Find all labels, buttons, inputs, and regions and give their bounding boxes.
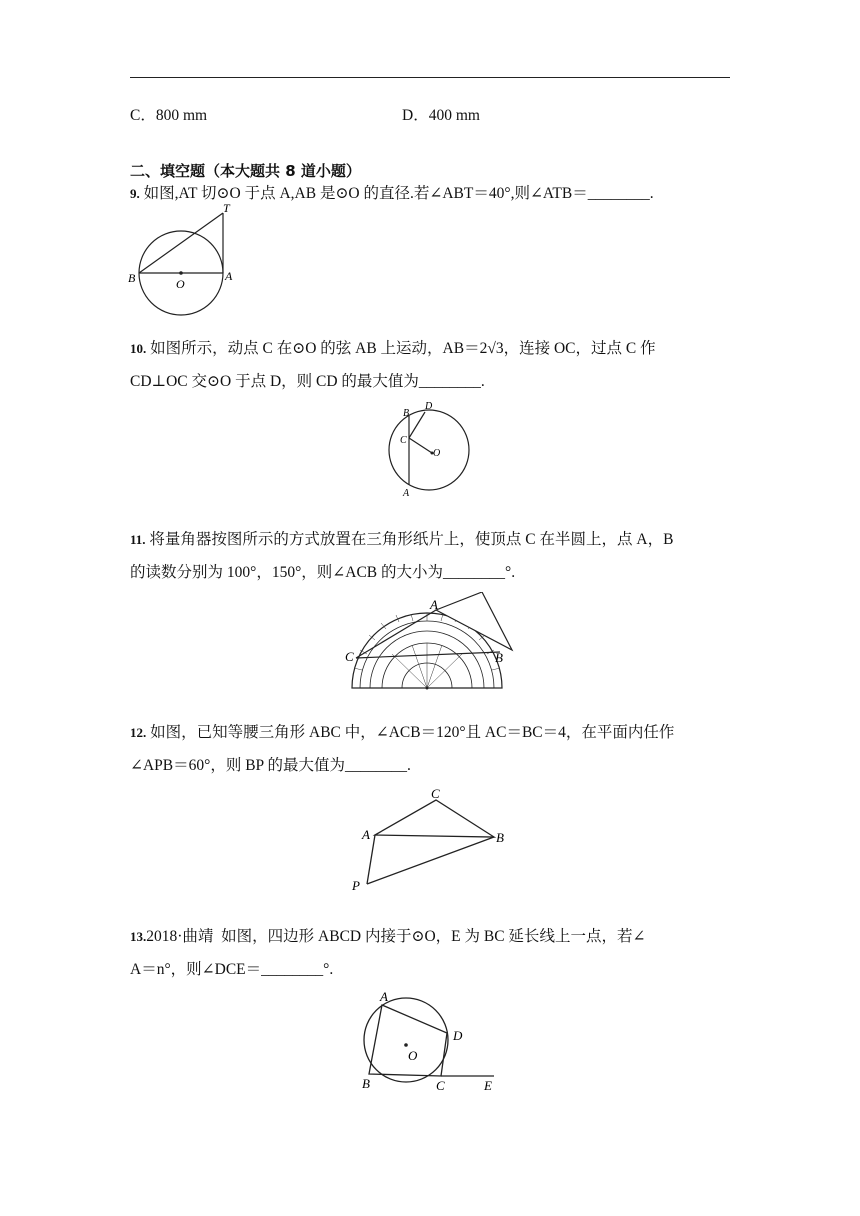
question-10-number: 10. [130,341,147,356]
fig10-label-o: O [433,448,441,459]
question-12-text-1: 如图，已知等腰三角形 ABC 中，∠ACB＝120°且 AC＝BC＝4，在平面内任作 [150,724,675,741]
fig12-label-a: A [362,827,370,842]
fig12-triangle-abc [375,800,494,837]
fig11-label-b: B [495,650,503,665]
fig10-segment-oc [409,438,432,453]
figure-12-triangle [345,782,520,892]
question-12-number: 12. [130,725,147,740]
question-10-text-1: 如图所示，动点 C 在⊙O 的弦 AB 上运动，AB＝2√3，连接 OC，过点 C 作 [150,340,656,357]
fig11-label-c: C [345,649,354,664]
figure-11-protractor [342,592,522,692]
question-9-text: 如图,AT 切⊙O 于点 A,AB 是⊙O 的直径.若∠ABT＝40°,则∠ATB＝________. [143,185,654,202]
fig10-circle [389,410,469,490]
fig13-label-e: E [484,1078,492,1093]
question-11-line-2: 的读数分别为 100°，150°，则∠ACB 的大小为________°. [130,564,516,581]
question-10-line-2: CD⊥OC 交⊙O 于点 D，则 CD 的最大值为________. [130,373,485,390]
fig9-label-a: A [225,269,233,283]
fig12-label-c: C [431,786,440,801]
fig9-label-o: O [176,277,185,291]
fig10-segment-cd [409,412,425,438]
section-title: 二、填空题（本大题共 8 道小题） [130,162,361,180]
question-13-line-1 [130,927,645,947]
figure-13-cyclic-quadrilateral [356,988,506,1096]
fig13-quadrilateral-abcd [369,1005,447,1076]
fig10-label-b: B [403,408,410,419]
figure-10-chord [385,398,485,502]
fig13-center-dot [404,1043,408,1047]
fig13-label-c: C [436,1078,445,1093]
fig9-label-b: B [128,271,136,285]
fig12-segment-bp [367,837,494,884]
question-9-number: 9. [130,186,140,201]
fig13-label-a: A [380,989,388,1004]
question-12-line-2: ∠APB＝60°，则 BP 的最大值为________. [130,757,411,774]
question-10-line-1 [130,339,656,359]
fig12-label-b: B [496,830,504,845]
question-13-source: 2018·曲靖 [146,928,214,945]
question-13-line-2: A＝n°，则∠DCE＝________°. [130,961,334,978]
question-11-text-1: 将量角器按图所示的方式放置在三角形纸片上，使顶点 C 在半圆上，点 A，B [149,531,674,548]
fig13-label-o: O [408,1048,418,1063]
question-12-line-1 [130,723,674,743]
fig12-label-p: P [352,878,360,892]
fig9-label-t: T [223,201,230,215]
fig11-label-a: A [430,597,438,612]
figure-9-circle-tangent [125,198,245,318]
option-c: C．800 mm [130,107,208,124]
question-11-line-1 [130,530,673,550]
fig10-label-c: C [400,435,407,446]
question-11-number: 11. [130,532,146,547]
fig10-label-a: A [403,488,410,499]
fig10-label-d: D [425,401,433,412]
top-rule [130,77,730,78]
question-13-number: 13. [130,929,147,944]
option-d: D．400 mm [402,107,480,124]
fig13-label-b: B [362,1076,370,1091]
question-13-text-1: 如图，四边形 ABCD 内接于⊙O，E 为 BC 延长线上一点，若∠ [221,928,646,945]
fig12-segment-ap [367,835,375,884]
fig13-circle [364,998,448,1082]
fig11-center-dot [426,687,429,690]
fig13-label-d: D [453,1028,463,1043]
fig9-center-dot [179,271,183,275]
